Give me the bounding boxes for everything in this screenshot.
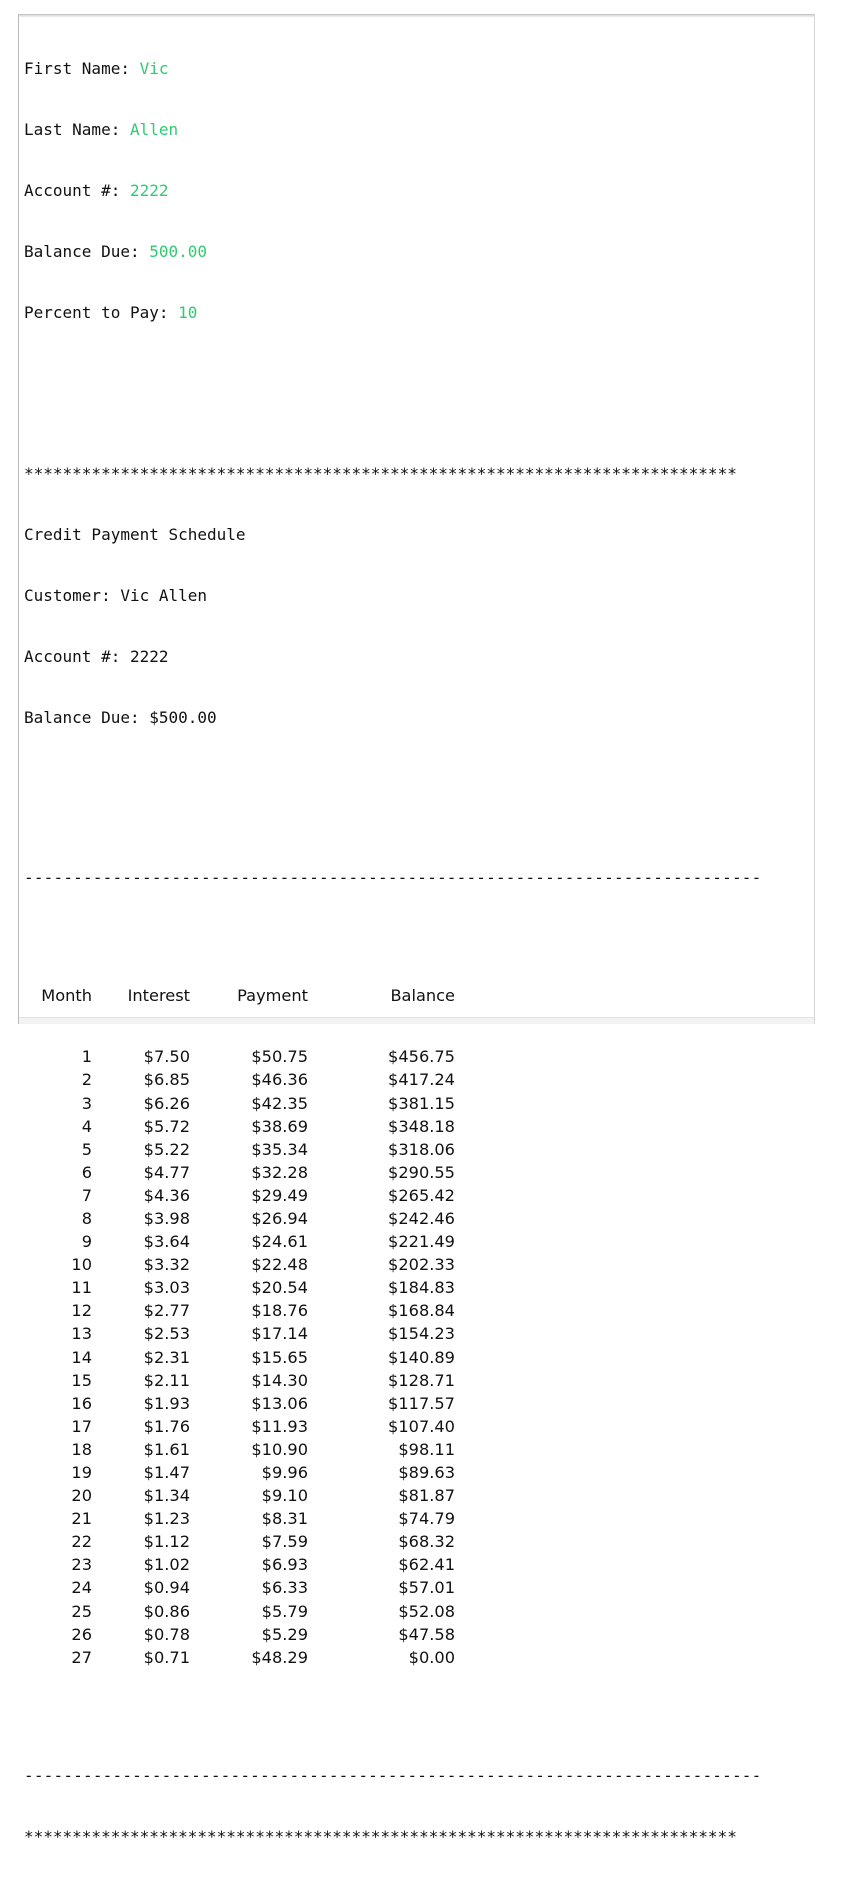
table-row — [24, 1576, 784, 1599]
cell-interest: $1.23 — [143, 1509, 190, 1529]
cell-balance: $381.15 — [388, 1093, 455, 1113]
cell-interest: $6.26 — [143, 1093, 190, 1113]
dash-divider-bottom: --------------------------------------------------------------------------- — [24, 1765, 762, 1785]
prompt-label: Last Name: — [24, 120, 130, 140]
dash-divider-top: --------------------------------------------------------------------------- — [24, 868, 762, 888]
table-row — [24, 1115, 784, 1138]
cell-balance: $52.08 — [398, 1601, 455, 1621]
table-row — [24, 1276, 784, 1299]
cell-month: 24 — [71, 1578, 92, 1598]
prompt-first-name — [24, 57, 784, 80]
cell-payment: $29.49 — [251, 1185, 308, 1205]
cell-interest: $1.61 — [143, 1439, 190, 1459]
cell-balance: $57.01 — [398, 1578, 455, 1598]
cell-payment: $5.29 — [261, 1624, 308, 1644]
header-month: Month — [41, 986, 92, 1006]
cell-interest: $2.31 — [143, 1347, 190, 1367]
cell-balance: $117.57 — [388, 1393, 455, 1413]
table-row — [24, 1415, 784, 1438]
cell-interest: $1.93 — [143, 1393, 190, 1413]
cell-balance: $168.84 — [388, 1301, 455, 1321]
console-output-panel[interactable] — [18, 14, 815, 1846]
schedule-title: Credit Payment Schedule — [24, 524, 246, 544]
cell-month: 25 — [71, 1601, 92, 1621]
cell-interest: $3.64 — [143, 1232, 190, 1252]
cell-payment: $13.06 — [251, 1393, 308, 1413]
cell-payment: $42.35 — [251, 1093, 308, 1113]
cell-payment: $22.48 — [251, 1255, 308, 1275]
cell-payment: $48.29 — [251, 1647, 308, 1667]
table-row — [24, 1600, 784, 1623]
cell-interest: $0.86 — [143, 1601, 190, 1621]
cell-month: 8 — [81, 1208, 92, 1228]
cell-month: 27 — [71, 1647, 92, 1667]
cell-interest: $7.50 — [143, 1047, 190, 1067]
prompt-label: First Name: — [24, 59, 140, 78]
table-row — [24, 1484, 784, 1507]
prompt-label: Account #: — [24, 181, 130, 201]
cell-payment: $10.90 — [251, 1439, 308, 1459]
cell-payment: $50.75 — [251, 1047, 308, 1067]
cell-balance: $140.89 — [388, 1347, 455, 1367]
cell-balance: $89.63 — [398, 1463, 455, 1482]
cell-month: 23 — [71, 1555, 92, 1575]
cell-month: 18 — [71, 1439, 92, 1459]
cell-interest: $1.02 — [143, 1555, 190, 1575]
cell-payment: $6.33 — [261, 1578, 308, 1598]
cell-month: 12 — [71, 1301, 92, 1321]
input-account: 2222 — [129, 181, 169, 201]
cell-month: 16 — [71, 1393, 92, 1413]
cell-payment: $18.76 — [251, 1301, 308, 1321]
cell-interest: $4.36 — [143, 1185, 190, 1205]
cell-month: 11 — [71, 1278, 92, 1298]
cell-balance: $62.41 — [398, 1555, 455, 1575]
cell-balance: $417.24 — [388, 1070, 455, 1090]
schedule-customer: Customer: Vic Allen — [24, 585, 208, 605]
cell-interest: $5.72 — [143, 1116, 190, 1136]
table-row — [24, 1553, 784, 1576]
cell-interest: $2.53 — [143, 1324, 190, 1344]
cell-balance: $290.55 — [388, 1162, 455, 1182]
table-row — [24, 1507, 784, 1530]
input-last-name: Allen — [129, 120, 179, 140]
header-balance: Balance — [390, 986, 455, 1006]
table-row — [24, 1322, 784, 1345]
cell-month: 14 — [71, 1347, 92, 1367]
cell-balance: $318.06 — [388, 1139, 455, 1159]
cell-balance: $98.11 — [398, 1439, 455, 1459]
cell-interest: $1.47 — [143, 1463, 190, 1482]
table-row — [24, 1346, 784, 1369]
cell-payment: $17.14 — [251, 1324, 308, 1344]
cell-payment: $8.31 — [261, 1509, 308, 1529]
blank-line — [24, 786, 784, 809]
cell-month: 13 — [71, 1324, 92, 1344]
cell-payment: $32.28 — [251, 1162, 308, 1182]
cell-balance: $456.75 — [388, 1047, 455, 1067]
cell-month: 6 — [81, 1162, 92, 1182]
cell-interest: $4.77 — [143, 1162, 190, 1182]
cell-interest: $0.78 — [143, 1624, 190, 1644]
cell-balance: $0.00 — [408, 1647, 455, 1667]
cell-month: 1 — [81, 1047, 92, 1067]
cell-interest: $0.71 — [143, 1647, 190, 1667]
cell-interest: $6.85 — [143, 1070, 190, 1090]
cell-month: 10 — [71, 1255, 92, 1275]
cell-balance: $221.49 — [388, 1232, 455, 1252]
blank-line — [24, 381, 784, 404]
prompt-label: Percent to Pay: — [24, 303, 179, 323]
cell-balance: $47.58 — [398, 1624, 455, 1644]
cell-payment: $15.65 — [251, 1347, 308, 1367]
cell-interest: $5.22 — [143, 1139, 190, 1159]
input-balance-due: 500.00 — [149, 242, 208, 262]
input-percent-to-pay: 10 — [178, 303, 198, 323]
table-row — [24, 1369, 784, 1392]
cell-payment: $26.94 — [251, 1208, 308, 1228]
cell-interest: $2.77 — [143, 1301, 190, 1321]
cell-balance: $154.23 — [388, 1324, 455, 1344]
table-row — [24, 1207, 784, 1230]
cell-interest: $1.34 — [143, 1486, 190, 1506]
input-first-name: Vic — [139, 59, 169, 78]
cell-month: 22 — [71, 1532, 92, 1552]
cell-payment: $5.79 — [261, 1601, 308, 1621]
table-row — [24, 1646, 784, 1669]
cell-balance: $184.83 — [388, 1278, 455, 1298]
table-row — [24, 1161, 784, 1184]
cell-payment: $9.96 — [261, 1463, 308, 1482]
cell-payment: $35.34 — [251, 1139, 308, 1159]
table-row — [24, 1184, 784, 1207]
cell-interest: $3.32 — [143, 1255, 190, 1275]
payment-schedule-table — [24, 946, 784, 1707]
cell-balance: $265.42 — [388, 1185, 455, 1205]
cell-interest: $1.12 — [143, 1532, 190, 1552]
cell-balance: $81.87 — [398, 1486, 455, 1506]
cell-payment: $24.61 — [251, 1232, 308, 1252]
table-row — [24, 1392, 784, 1415]
panel-top-edge — [19, 15, 814, 18]
console-text — [24, 19, 784, 1886]
star-divider-top: ************************************************************************** — [24, 463, 737, 483]
cell-month: 2 — [81, 1070, 92, 1090]
table-row — [24, 1438, 784, 1461]
cell-month: 7 — [81, 1185, 92, 1205]
cell-balance: $74.79 — [398, 1509, 455, 1529]
cell-balance: $202.33 — [388, 1255, 455, 1275]
cell-month: 5 — [81, 1139, 92, 1159]
cell-month: 9 — [81, 1232, 92, 1252]
cell-month: 17 — [71, 1416, 92, 1436]
cell-balance: $68.32 — [398, 1532, 455, 1552]
cell-payment: $46.36 — [251, 1070, 308, 1090]
table-row — [24, 1623, 784, 1646]
cell-balance: $348.18 — [388, 1116, 455, 1136]
table-row — [24, 1138, 784, 1161]
cell-balance: $128.71 — [388, 1370, 455, 1390]
cell-payment: $11.93 — [251, 1416, 308, 1436]
cell-balance: $242.46 — [388, 1208, 455, 1228]
cell-month: 20 — [71, 1486, 92, 1506]
cell-month: 4 — [81, 1116, 92, 1136]
table-row — [24, 1045, 784, 1068]
cell-month: 19 — [71, 1463, 92, 1482]
cell-interest: $2.11 — [143, 1370, 190, 1390]
prompt-account — [24, 179, 784, 202]
cell-payment: $14.30 — [251, 1370, 308, 1390]
panel-bottom-edge — [19, 1017, 814, 1024]
table-row — [24, 1092, 784, 1115]
prompt-label: Balance Due: — [24, 242, 150, 262]
table-header-row — [24, 984, 784, 1007]
star-divider-bottom: ************************************************************************** — [24, 1826, 737, 1846]
table-body — [24, 1045, 784, 1669]
cell-payment: $9.10 — [261, 1486, 308, 1506]
prompt-percent-to-pay — [24, 301, 784, 324]
cell-month: 3 — [81, 1093, 92, 1113]
cell-payment: $7.59 — [261, 1532, 308, 1552]
table-row — [24, 1530, 784, 1553]
header-interest: Interest — [127, 986, 190, 1006]
cell-interest: $1.76 — [143, 1416, 190, 1436]
cell-payment: $20.54 — [251, 1278, 308, 1298]
table-row — [24, 1461, 784, 1484]
table-row — [24, 1299, 784, 1322]
prompt-last-name — [24, 118, 784, 141]
cell-month: 15 — [71, 1370, 92, 1390]
cell-payment: $38.69 — [251, 1116, 308, 1136]
cell-month: 21 — [71, 1509, 92, 1529]
table-row — [24, 1253, 784, 1276]
table-row — [24, 1068, 784, 1091]
cell-month: 26 — [71, 1624, 92, 1644]
cell-interest: $3.03 — [143, 1278, 190, 1298]
schedule-balance-due: Balance Due: $500.00 — [24, 707, 217, 727]
table-row — [24, 1230, 784, 1253]
cell-balance: $107.40 — [388, 1416, 455, 1436]
schedule-account: Account #: 2222 — [24, 646, 169, 666]
prompt-balance-due — [24, 240, 784, 263]
header-payment: Payment — [237, 986, 308, 1006]
cell-interest: $3.98 — [143, 1208, 190, 1228]
cell-interest: $0.94 — [143, 1578, 190, 1598]
cell-payment: $6.93 — [261, 1555, 308, 1575]
